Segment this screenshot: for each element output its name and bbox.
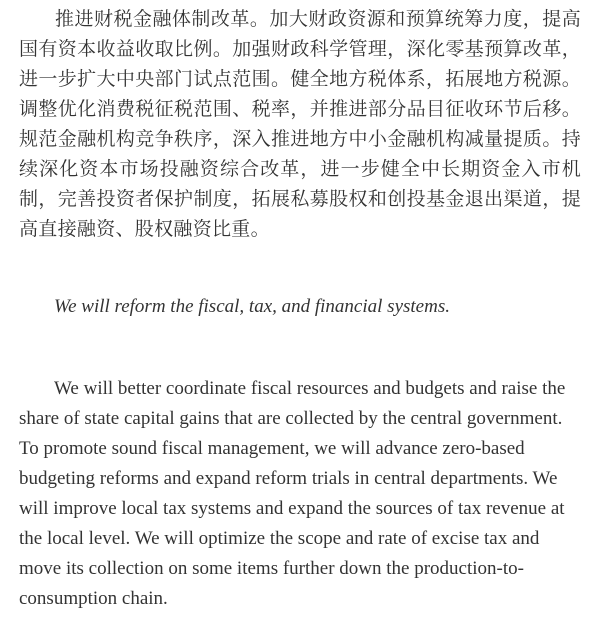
english-paragraph: We will better coordinate fiscal resources and budgets and raise the share of state capital gains that are collected by the central government. To promote sound fiscal management, we will advance zero-based budgeting reforms and expand reform trials in central departments. We will improve local tax systems and expand the sources of tax revenue at the local level. We will optimize the scope and rate of excise tax and move its collection on some items further down the production-to-consumption chain. (19, 378, 566, 609)
chinese-paragraph: 推进财税金融体制改革。加大财政资源和预算统筹力度，提高国有资本收益收取比例。加强财政科学管理，深化零基预算改革，进一步扩大中央部门试点范围。健全地方税体系，拓展地方税源。调整优化消费税征税范围、税率，并推进部分品目征收环节后移。规范金融机构竞争秩序，深入推进地方中小金融机构减量提质。持续深化资本市场投融资综合改革，进一步健全中长期资金入市机制，完善投资者保护制度，拓展私募股权和创投基金退出渠道，提高直接融资、股权融资比重。 (19, 8, 581, 240)
english-section-heading: We will reform the fiscal, tax, and financial systems. (54, 296, 450, 317)
